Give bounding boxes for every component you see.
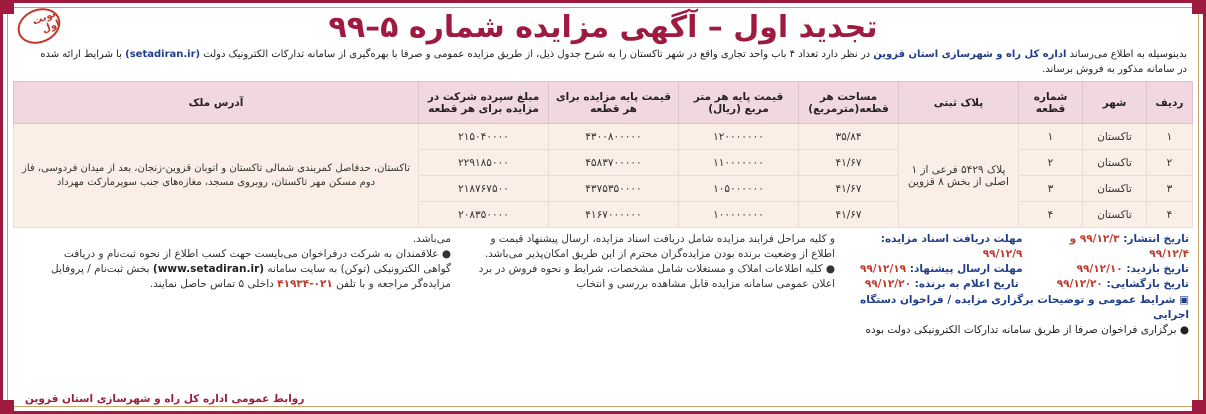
middle-column — [465, 232, 835, 338]
cell-deposit: ۲۱۸۷۶۷۵۰۰ — [419, 176, 549, 202]
header-base-price: قیمت پایه مزایده برای هر قطعه — [549, 82, 679, 124]
intro-text-c: با شرایط ارائه شده — [40, 49, 126, 60]
corner-ornament — [0, 0, 14, 14]
cell-area: ۴۱/۶۷ — [799, 150, 899, 176]
middle-paragraph-2-text: کلیه اطلاعات املاک و مستغلات شامل مشخصات، شرایط و نحوه فروش در برد اعلان عمومی سامانه مزایده قابل مشاهده بررسی و انتخاب — [478, 263, 835, 290]
cell-price-per-meter: ۱۱۰۰۰۰۰۰۰ — [679, 150, 799, 176]
corner-ornament — [1192, 400, 1206, 414]
cell-lot-number: ۳ — [1019, 176, 1083, 202]
footer-credit: روابط عمومی اداره کل راه و شهرسازی استان قزوین — [25, 393, 305, 405]
cell-row-number: ۴ — [1147, 202, 1193, 228]
cell-price-per-meter: ۱۰۰۰۰۰۰۰۰ — [679, 202, 799, 228]
cell-address: تاکستان، حدفاصل کمربندی شمالی تاکستان و اتوبان قزوین-زنجان، بعد از میدان فردوسی، فاز دوم مسکن مهر تاکستان، روبروی مسجد، مغازه‌های جنب سوپرمارکت مهرداد — [14, 124, 419, 228]
terms-section — [13, 232, 1193, 338]
dates-row — [849, 232, 1189, 262]
table-header-row — [14, 82, 1193, 124]
visit-date-value: ۹۹/۱۲/۱۰ — [1076, 263, 1123, 275]
middle-paragraph: و کلیه مراحل فرایند مزایده شامل دریافت اسناد مزایده، ارسال پیشنهاد قیمت و اطلاع از وضعیت برنده بودن مزایده‌گران محترم از این طریق امکان‌پذیر می‌باشد. — [484, 233, 835, 260]
dates-row — [849, 277, 1189, 292]
cell-base-price: ۴۳۰۰۸۰۰۰۰۰ — [549, 124, 679, 150]
intro-text-a: بدینوسیله به اطلاع می‌رساند — [1066, 49, 1187, 60]
cell-city: تاکستان — [1083, 176, 1147, 202]
offers-deadline-label: مهلت ارسال پیشنهاد: — [909, 263, 1023, 275]
docs-deadline-label: مهلت دریافت اسناد مزایده: — [880, 233, 1023, 245]
cell-city: تاکستان — [1083, 202, 1147, 228]
opening-date-value: ۹۹/۱۲/۲۰ — [1056, 278, 1103, 290]
setadiran-link[interactable]: (www.setadiran.ir) — [152, 263, 265, 275]
cell-lot-number: ۲ — [1019, 150, 1083, 176]
left-paragraph-0: می‌باشد. — [412, 233, 451, 245]
corner-ornament — [0, 400, 14, 414]
intro-org: اداره کل راه و شهرسازی استان قزوین — [873, 49, 1067, 60]
cell-deposit: ۲۱۵۰۴۰۰۰۰ — [419, 124, 549, 150]
cell-deposit: ۲۲۹۱۸۵۰۰۰ — [419, 150, 549, 176]
cell-price-per-meter: ۱۲۰۰۰۰۰۰۰ — [679, 124, 799, 150]
publish-date-value: ۹۹/۱۲/۳ و ۹۹/۱۲/۴ — [1069, 233, 1189, 260]
left-column — [41, 232, 451, 338]
cell-row-number: ۱ — [1147, 124, 1193, 150]
cell-city: تاکستان — [1083, 150, 1147, 176]
header-price-per-meter: قیمت پایه هر متر مربع (ریال) — [679, 82, 799, 124]
phone-number: ۰۲۱-۴۱۹۳۴ — [277, 278, 333, 290]
corner-ornament — [1192, 0, 1206, 14]
conditions-item: ● برگزاری فراخوان صرفا از طریق سامانه تدارکات الکترونیکی دولت بوده — [865, 324, 1189, 336]
middle-paragraph-2: ● کلیه اطلاعات املاک و مستغلات شامل مشخصات، شرایط و نحوه فروش در برد اعلان عمومی سامانه مزایده قابل مشاهده بررسی و انتخاب — [478, 263, 835, 290]
opening-date-label: تاریخ بازگشایی: — [1106, 278, 1189, 290]
cell-city: تاکستان — [1083, 124, 1147, 150]
dates-row — [849, 262, 1189, 277]
header-area: مساحت هر قطعه(مترمربع) — [799, 82, 899, 124]
conditions-title: ▣ شرایط عمومی و توضیحات برگزاری مزایده / فراخوان دستگاه اجرایی — [860, 294, 1189, 321]
cell-base-price: ۴۵۸۳۷۰۰۰۰۰ — [549, 150, 679, 176]
header-lot-number: شماره قطعه — [1019, 82, 1083, 124]
cell-row-number: ۲ — [1147, 150, 1193, 176]
left-text-2: بخش ثبت‌نام / پروفایل مزایده‌گر مراجعه و با تلفن — [51, 263, 451, 290]
header-city: شهر — [1083, 82, 1147, 124]
cell-price-per-meter: ۱۰۵۰۰۰۰۰۰ — [679, 176, 799, 202]
cell-row-number: ۳ — [1147, 176, 1193, 202]
left-text-1: علاقمندان به شرکت درفراخوان می‌بایست جهت کسب اطلاع از نحوه ثبت‌نام و دریافت گواهی الکترونیکی (توکن) به سایت سامانه — [63, 248, 451, 275]
left-text-3: داخلی ۵ تماس حاصل نمایند. — [149, 278, 278, 290]
left-paragraph: ● علاقمندان به شرکت درفراخوان می‌بایست جهت کسب اطلاع از نحوه ثبت‌نام و دریافت گواهی الکترونیکی (توکن) به سایت سامانه (www.setadiran.ir) بخش ثبت‌نام / پروفایل مزایده‌گر مراجعه و با تلفن ۰۲۱-۴۱۹۳۴ داخلی ۵ تماس حاصل نمایند. — [51, 248, 451, 290]
cell-area: ۴۱/۶۷ — [799, 176, 899, 202]
publish-date-label: تاریخ انتشار: — [1123, 233, 1189, 245]
header-address: آدرس ملک — [14, 82, 419, 124]
conditions-title-text: شرایط عمومی و توضیحات برگزاری مزایده / فراخوان دستگاه اجرایی — [860, 294, 1189, 321]
cell-registry-plak: پلاک ۵۴۲۹ فرعی از ۱ اصلی از بخش ۸ قزوین — [899, 124, 1019, 228]
visit-date-label: تاریخ بازدید: — [1126, 263, 1189, 275]
cell-lot-number: ۴ — [1019, 202, 1083, 228]
winner-date-label: تاریخ اعلام به برنده: — [914, 278, 1019, 290]
conditions-item-text: برگزاری فراخوان صرفا از طریق سامانه تدارکات الکترونیکی دولت بوده — [865, 324, 1177, 336]
intro-text-line2: در سامانه مذکور به فروش برساند. — [1042, 64, 1187, 75]
cell-area: ۳۵/۸۴ — [799, 124, 899, 150]
header-row-number: ردیف — [1147, 82, 1193, 124]
cell-lot-number: ۱ — [1019, 124, 1083, 150]
cell-deposit: ۲۰۸۳۵۰۰۰۰ — [419, 202, 549, 228]
intro-text-b: در نظر دارد تعداد ۴ باب واحد تجاری واقع در شهر تاکستان را به شرح جدول ذیل، از طریق مزایده عمومی و صرفا با بهره‌گیری از سامانه تدارکات الکترونیک دولت — [200, 49, 874, 60]
table-row — [14, 124, 1193, 150]
header-registry-plak: پلاک ثبتی — [899, 82, 1019, 124]
intro-site-link[interactable]: (setadiran.ir) — [125, 49, 201, 60]
header-deposit: مبلغ سپرده شرکت در مزایده برای هر قطعه — [419, 82, 549, 124]
docs-deadline-value: ۹۹/۱۲/۹ — [982, 248, 1023, 260]
auction-table — [13, 81, 1193, 228]
cell-base-price: ۴۳۷۵۳۵۰۰۰۰ — [549, 176, 679, 202]
winner-date-value: ۹۹/۱۲/۲۰ — [864, 278, 911, 290]
intro-paragraph — [13, 47, 1193, 79]
page-title: تجدید اول – آگهی مزایده شماره ۵–۹۹ — [328, 10, 878, 45]
cell-area: ۴۱/۶۷ — [799, 202, 899, 228]
offers-deadline-value: ۹۹/۱۲/۱۹ — [859, 263, 907, 275]
cell-base-price: ۴۱۶۷۰۰۰۰۰۰ — [549, 202, 679, 228]
stamp-text: نوبت اول — [30, 8, 62, 36]
dates-column — [849, 232, 1189, 338]
